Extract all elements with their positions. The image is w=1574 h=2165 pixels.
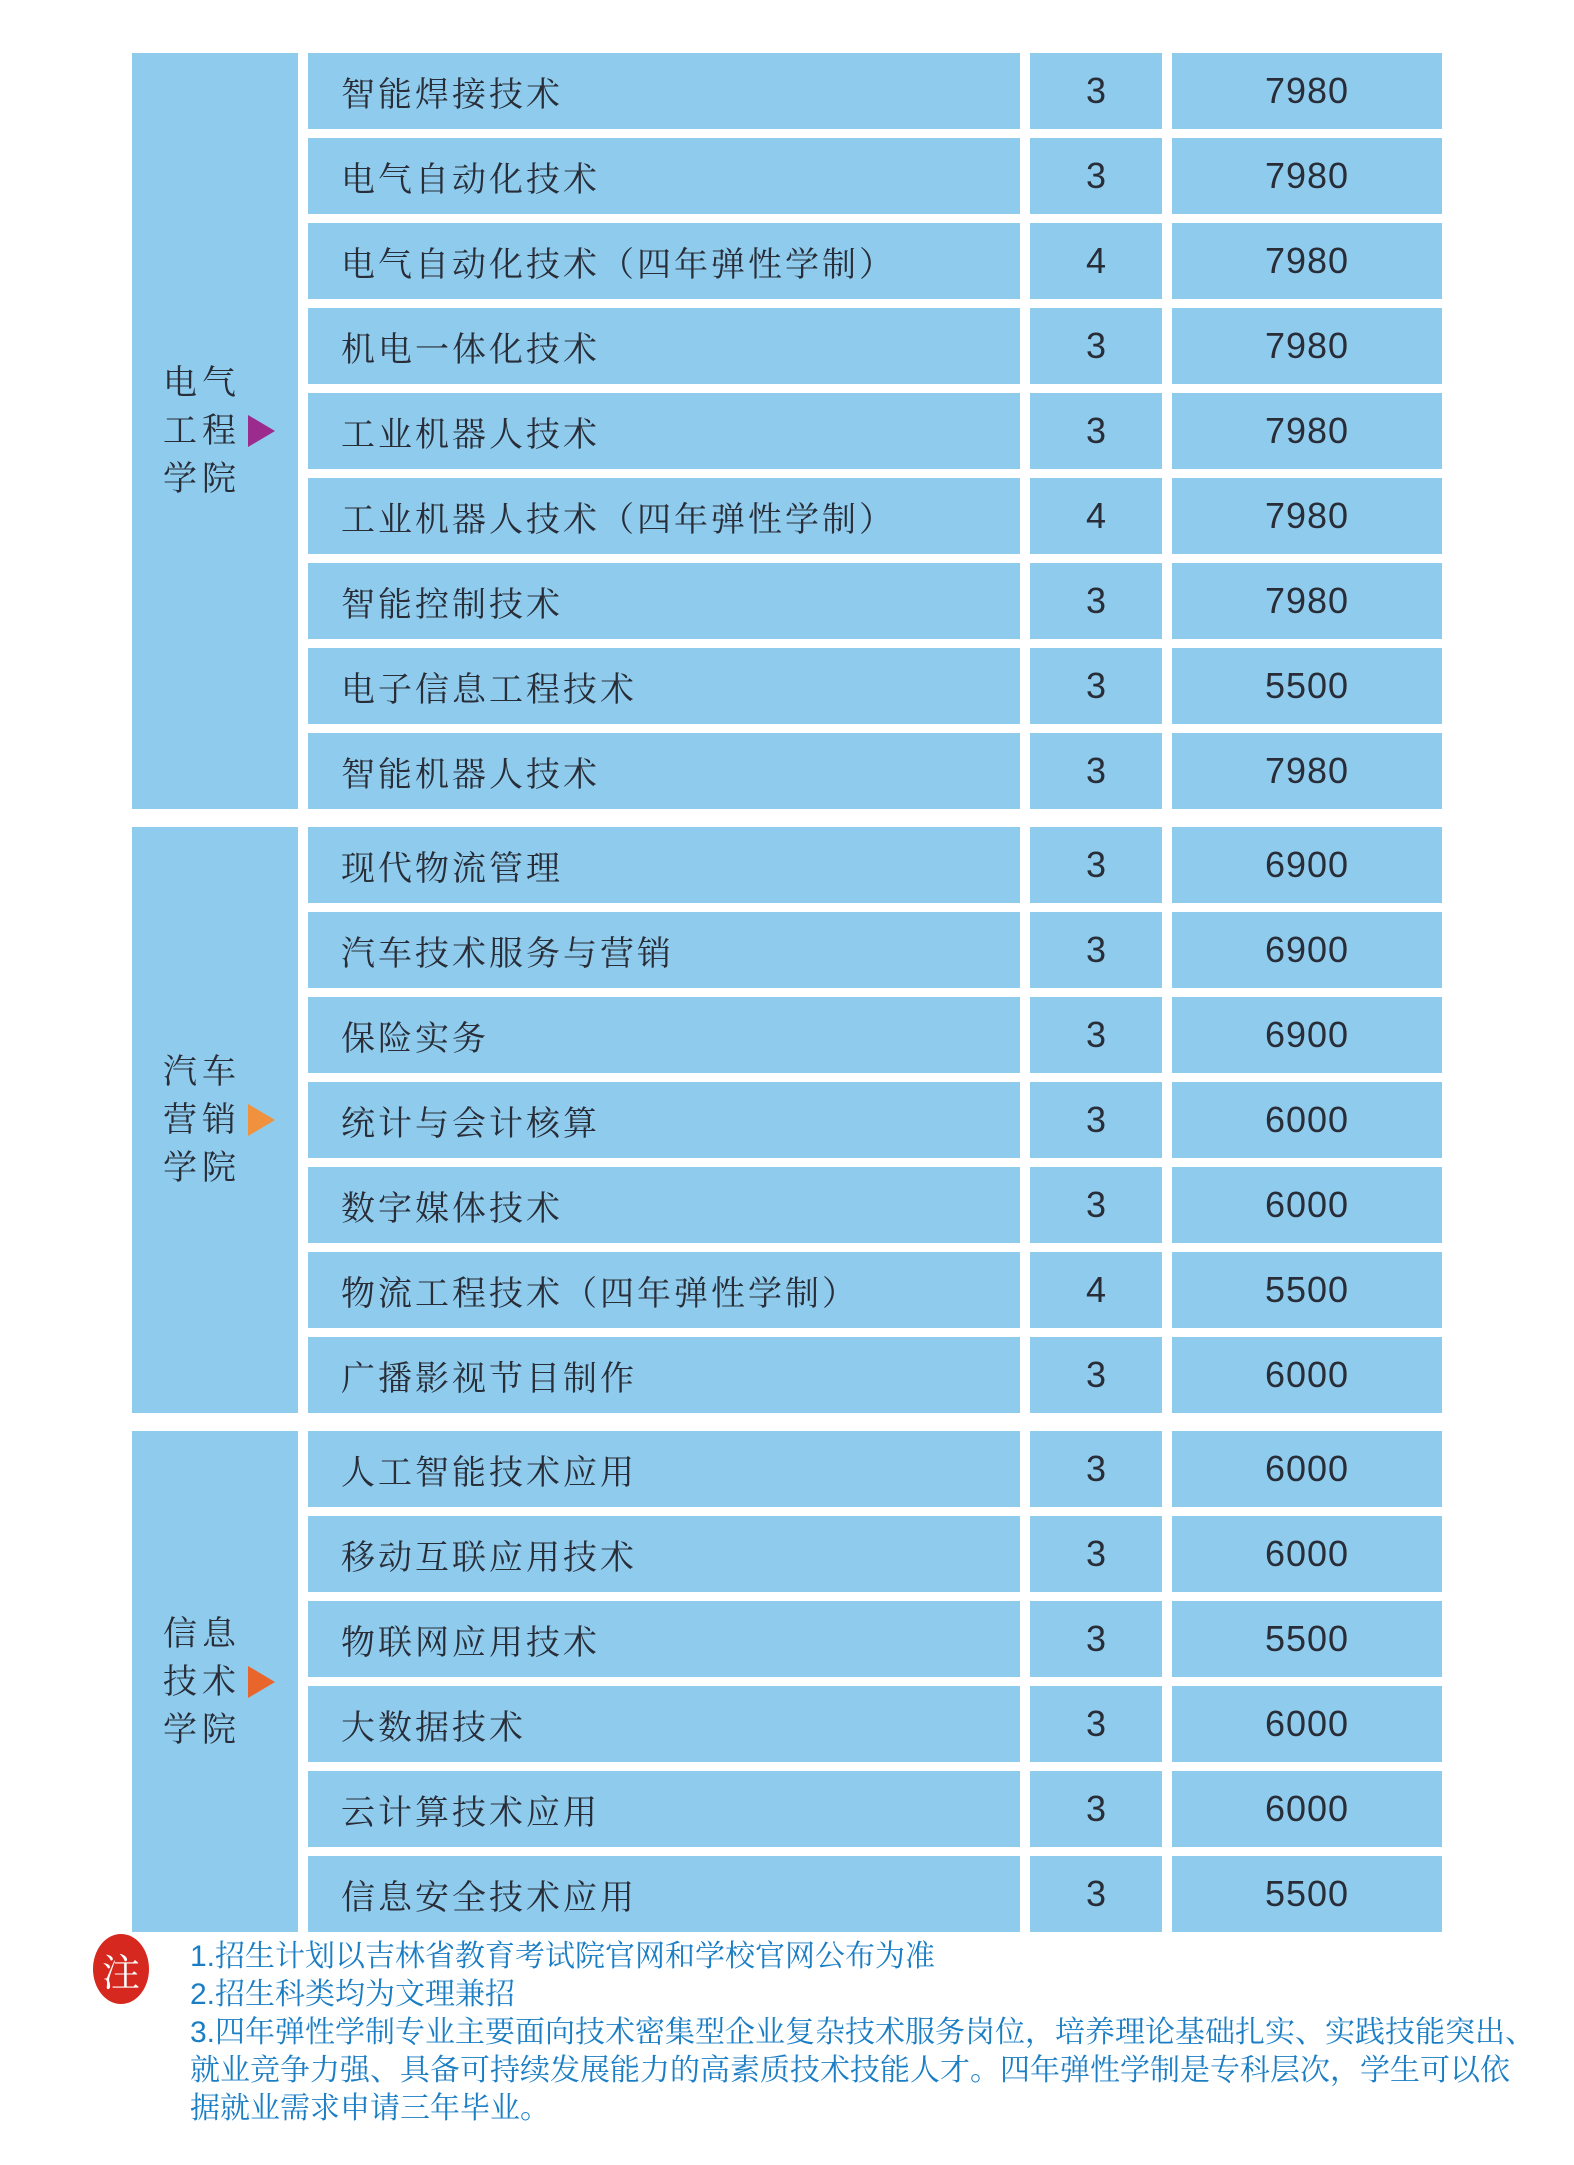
department-label bbox=[132, 1048, 275, 1192]
fee-cell: 6900 bbox=[1172, 997, 1442, 1073]
years-cell: 3 bbox=[1030, 997, 1162, 1073]
major-cell: 物流工程技术（四年弹性学制） bbox=[308, 1252, 1020, 1328]
department-label bbox=[132, 359, 275, 503]
department-cell bbox=[132, 53, 298, 809]
note-line: 1.招生计划以吉林省教育考试院官网和学校官网公布为准 bbox=[190, 1940, 936, 1973]
years-cell: 3 bbox=[1030, 912, 1162, 988]
note-line: 3.四年弹性学制专业主要面向技术密集型企业复杂技术服务岗位，培养理论基础扎实、实践技能突出、 bbox=[190, 2016, 1536, 2049]
fee-cell: 5500 bbox=[1172, 1856, 1442, 1932]
major-cell: 电子信息工程技术 bbox=[308, 648, 1020, 724]
department-rows bbox=[308, 827, 1442, 1413]
department-label-line: 信息 bbox=[163, 1614, 241, 1653]
fee-cell: 6900 bbox=[1172, 827, 1442, 903]
major-cell: 移动互联应用技术 bbox=[308, 1516, 1020, 1592]
major-cell: 广播影视节目制作 bbox=[308, 1337, 1020, 1413]
fee-cell: 6000 bbox=[1172, 1771, 1442, 1847]
major-cell: 数字媒体技术 bbox=[308, 1167, 1020, 1243]
table-row bbox=[308, 1431, 1442, 1507]
years-cell: 3 bbox=[1030, 1337, 1162, 1413]
department-section-0 bbox=[132, 53, 1442, 809]
years-cell: 3 bbox=[1030, 1516, 1162, 1592]
years-cell: 3 bbox=[1030, 1601, 1162, 1677]
fee-cell: 7980 bbox=[1172, 733, 1442, 809]
fee-cell: 7980 bbox=[1172, 563, 1442, 639]
department-section-2 bbox=[132, 1431, 1442, 1932]
department-label-line: 学院 bbox=[163, 1710, 241, 1749]
major-cell: 智能焊接技术 bbox=[308, 53, 1020, 129]
department-rows bbox=[308, 1431, 1442, 1932]
department-label-line: 电气 bbox=[163, 364, 241, 402]
years-cell: 3 bbox=[1030, 53, 1162, 129]
major-cell: 人工智能技术应用 bbox=[308, 1431, 1020, 1507]
fee-cell: 6000 bbox=[1172, 1337, 1442, 1413]
years-cell: 3 bbox=[1030, 138, 1162, 214]
years-cell: 4 bbox=[1030, 223, 1162, 299]
major-cell: 物联网应用技术 bbox=[308, 1601, 1020, 1677]
department-section-1 bbox=[132, 827, 1442, 1413]
fee-cell: 5500 bbox=[1172, 648, 1442, 724]
note-line: 2.招生科类均为文理兼招 bbox=[190, 1978, 516, 2011]
major-cell: 电气自动化技术 bbox=[308, 138, 1020, 214]
table-row bbox=[308, 1252, 1442, 1328]
department-label-line: 工程 bbox=[163, 407, 275, 455]
years-cell: 4 bbox=[1030, 478, 1162, 554]
table-row bbox=[308, 53, 1442, 129]
major-cell: 智能控制技术 bbox=[308, 563, 1020, 639]
table-row bbox=[308, 1167, 1442, 1243]
years-cell: 3 bbox=[1030, 1082, 1162, 1158]
fee-cell: 7980 bbox=[1172, 308, 1442, 384]
fee-cell: 7980 bbox=[1172, 138, 1442, 214]
major-cell: 大数据技术 bbox=[308, 1686, 1020, 1762]
fee-cell: 6000 bbox=[1172, 1516, 1442, 1592]
years-cell: 3 bbox=[1030, 1856, 1162, 1932]
years-cell: 3 bbox=[1030, 827, 1162, 903]
fee-cell: 5500 bbox=[1172, 1601, 1442, 1677]
major-cell: 工业机器人技术 bbox=[308, 393, 1020, 469]
major-cell: 汽车技术服务与营销 bbox=[308, 912, 1020, 988]
department-cell bbox=[132, 1431, 298, 1932]
years-cell: 3 bbox=[1030, 733, 1162, 809]
note-badge: 注 bbox=[93, 1934, 149, 2004]
department-arrow-icon bbox=[248, 1104, 275, 1136]
table-row bbox=[308, 1771, 1442, 1847]
table-row bbox=[308, 1601, 1442, 1677]
years-cell: 3 bbox=[1030, 648, 1162, 724]
table-row bbox=[308, 997, 1442, 1073]
years-cell: 3 bbox=[1030, 308, 1162, 384]
department-cell bbox=[132, 827, 298, 1413]
major-cell: 保险实务 bbox=[308, 997, 1020, 1073]
major-cell: 云计算技术应用 bbox=[308, 1771, 1020, 1847]
department-label-line: 汽车 bbox=[163, 1053, 241, 1091]
major-cell: 工业机器人技术（四年弹性学制） bbox=[308, 478, 1020, 554]
table-row bbox=[308, 733, 1442, 809]
major-cell: 智能机器人技术 bbox=[308, 733, 1020, 809]
department-label bbox=[132, 1610, 275, 1754]
table-row bbox=[308, 1082, 1442, 1158]
department-rows bbox=[308, 53, 1442, 809]
table-row bbox=[308, 912, 1442, 988]
table-row bbox=[308, 1686, 1442, 1762]
fee-cell: 7980 bbox=[1172, 223, 1442, 299]
table-row bbox=[308, 478, 1442, 554]
table-row bbox=[308, 827, 1442, 903]
department-label-line: 营销 bbox=[163, 1096, 275, 1144]
major-cell: 统计与会计核算 bbox=[308, 1082, 1020, 1158]
table-row bbox=[308, 648, 1442, 724]
major-cell: 电气自动化技术（四年弹性学制） bbox=[308, 223, 1020, 299]
major-cell: 机电一体化技术 bbox=[308, 308, 1020, 384]
years-cell: 3 bbox=[1030, 1167, 1162, 1243]
years-cell: 3 bbox=[1030, 393, 1162, 469]
note-line: 据就业需求申请三年毕业。 bbox=[190, 2092, 550, 2125]
table-row bbox=[308, 563, 1442, 639]
fee-cell: 7980 bbox=[1172, 478, 1442, 554]
notes bbox=[190, 1938, 1550, 2128]
fee-cell: 6000 bbox=[1172, 1686, 1442, 1762]
department-arrow-icon bbox=[248, 415, 275, 447]
table-row bbox=[308, 393, 1442, 469]
department-label-line: 学院 bbox=[163, 1149, 241, 1187]
fee-cell: 7980 bbox=[1172, 53, 1442, 129]
table-row bbox=[308, 1856, 1442, 1932]
fee-cell: 7980 bbox=[1172, 393, 1442, 469]
years-cell: 4 bbox=[1030, 1252, 1162, 1328]
major-cell: 信息安全技术应用 bbox=[308, 1856, 1020, 1932]
table-row bbox=[308, 1516, 1442, 1592]
table-row bbox=[308, 1337, 1442, 1413]
department-label-line: 学院 bbox=[163, 460, 241, 498]
table-row bbox=[308, 223, 1442, 299]
table-row bbox=[308, 138, 1442, 214]
fee-cell: 6000 bbox=[1172, 1431, 1442, 1507]
tuition-table bbox=[132, 53, 1442, 1932]
department-arrow-icon bbox=[248, 1666, 275, 1698]
years-cell: 3 bbox=[1030, 1686, 1162, 1762]
years-cell: 3 bbox=[1030, 1431, 1162, 1507]
major-cell: 现代物流管理 bbox=[308, 827, 1020, 903]
fee-cell: 6000 bbox=[1172, 1167, 1442, 1243]
fee-cell: 6000 bbox=[1172, 1082, 1442, 1158]
years-cell: 3 bbox=[1030, 1771, 1162, 1847]
department-label-line: 技术 bbox=[163, 1658, 275, 1706]
note-line: 就业竞争力强、具备可持续发展能力的高素质技术技能人才。四年弹性学制是专科层次，学生可以依 bbox=[190, 2054, 1510, 2087]
table-row bbox=[308, 308, 1442, 384]
years-cell: 3 bbox=[1030, 563, 1162, 639]
fee-cell: 6900 bbox=[1172, 912, 1442, 988]
fee-cell: 5500 bbox=[1172, 1252, 1442, 1328]
